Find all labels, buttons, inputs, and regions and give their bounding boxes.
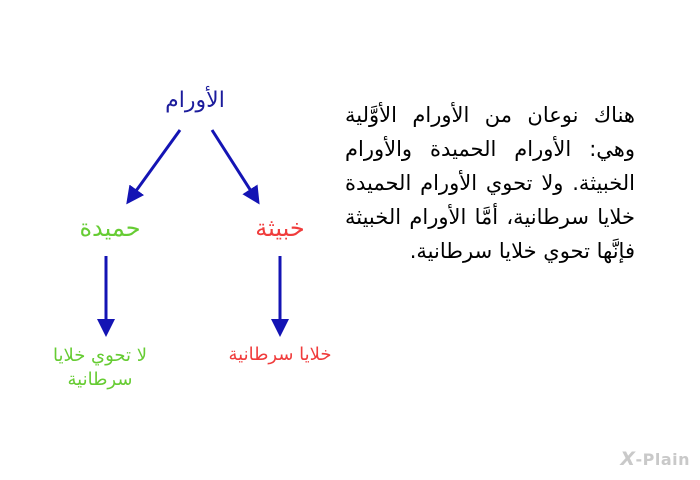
root-node-label: الأورام [165,88,225,113]
benign-node-label: حميدة [79,214,141,242]
malignant-node-label: خبيثة [255,214,305,242]
arrow-root-to-benign [128,130,180,202]
arrow-root-to-malignant [212,130,258,202]
logo-x-mark: X [620,448,636,470]
explanation-paragraph: هناك نوعان من الأورام الأوَّلية وهي: الأورام الحميدة والأورام الخبيثة. ولا تحوي الأورام الحميدة خلايا سرطانية، أمَّا الأورام الخبيثة فإنَّها تحوي خلايا سرطانية. [345,103,635,263]
malignant-description: خلايا سرطانية [228,344,332,365]
logo-text: -Plain [635,450,690,469]
brand-logo [620,448,690,470]
benign-description: لا تحوي خلايا سرطانية [52,345,148,390]
